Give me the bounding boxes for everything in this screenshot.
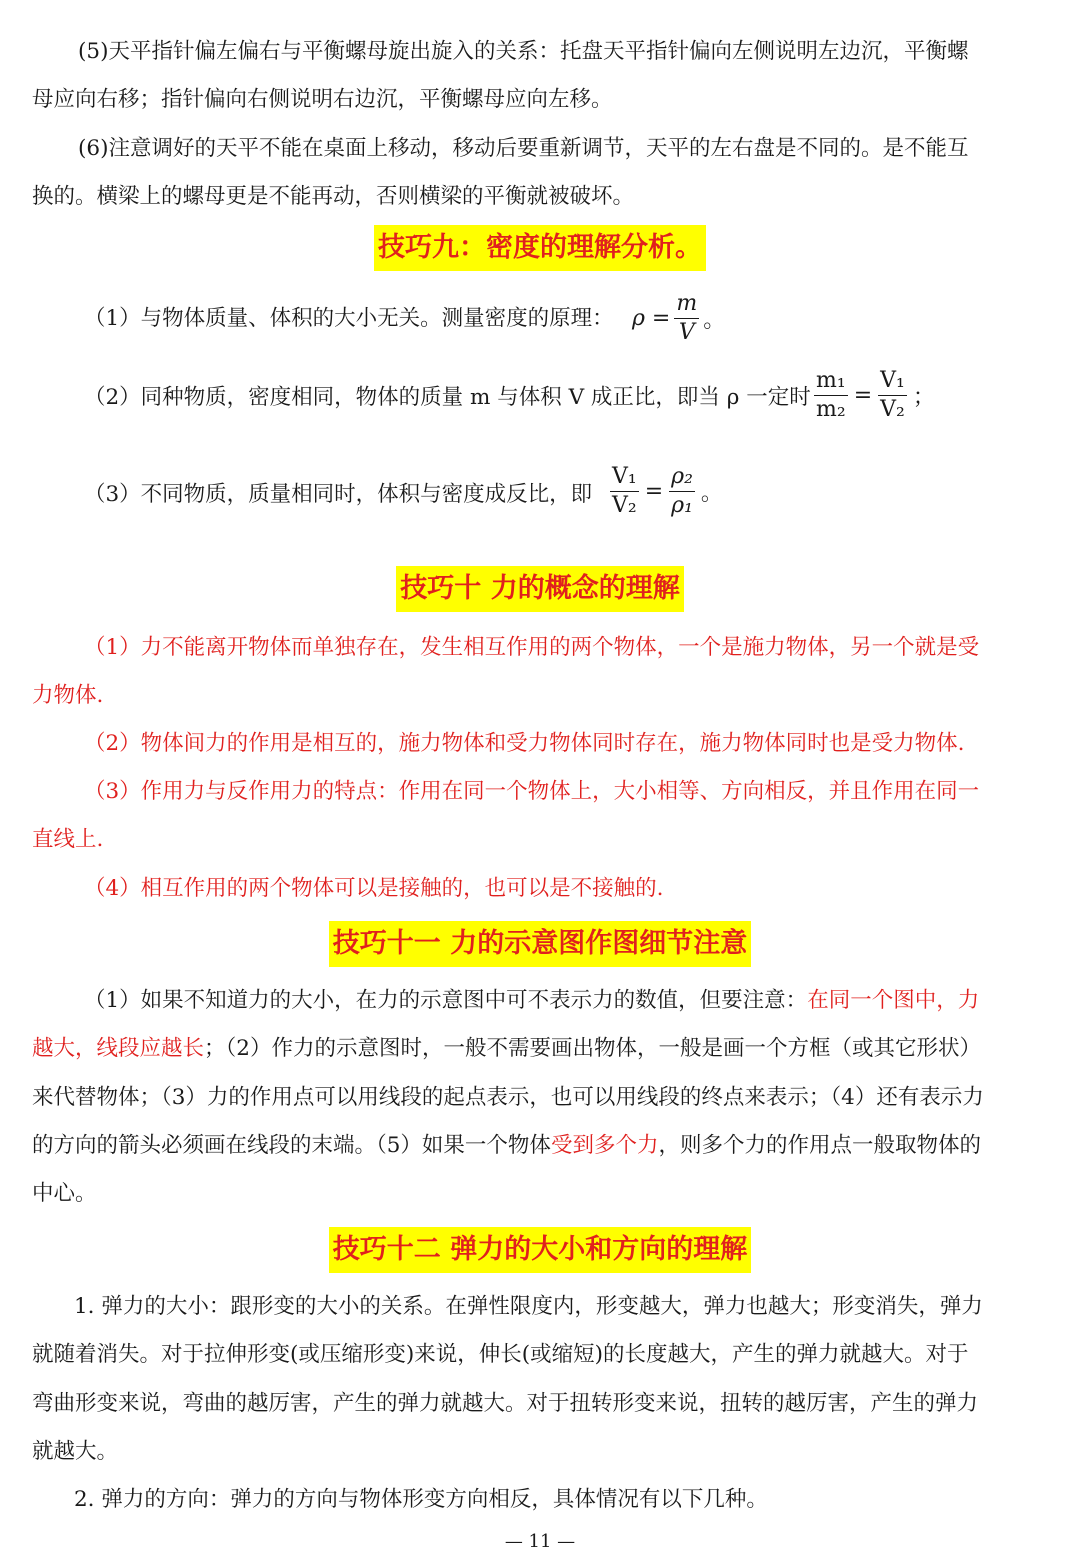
paragraph-6-line1: (6)注意调好的天平不能在桌面上移动，移动后要重新调节，天平的左右盘是不同的。是不能互 <box>78 136 969 161</box>
fraction-denominator: V <box>678 320 695 345</box>
s9-item1: （1）与物体质量、体积的大小无关。测量密度的原理： <box>84 306 614 331</box>
s12-line1: 1. 弹力的大小：跟形变的大小的关系。在弹性限度内，形变越大，弹力也越大；形变消失，弹力 <box>74 1294 983 1319</box>
section-12-heading-wrap <box>0 1227 1080 1273</box>
section-10-heading: 技巧十 力的概念的理解 <box>396 566 683 612</box>
paragraph-5-line1: (5)天平指针偏左偏右与平衡螺母旋出旋入的关系：托盘天平指针偏向左侧说明左边沉，平衡螺 <box>78 39 969 64</box>
section-12-heading: 技巧十二 弹力的大小和方向的理解 <box>329 1227 751 1273</box>
s11-text: ，则多个力的作用点一般取物体的 <box>658 1133 981 1158</box>
s10-line2: 力物体. <box>32 683 104 708</box>
fraction-numerator: m₁ <box>816 368 846 393</box>
s11-text: 的方向的箭头必须画在线段的末端。（5）如果一个物体 <box>32 1133 551 1158</box>
s11-line4 <box>32 1131 981 1161</box>
s11-emphasis: 越大，线段应越长 <box>32 1036 205 1061</box>
rho-equals: ρ = <box>632 306 671 331</box>
s11-text: ；（2）作力的示意图时，一般不需要画出物体，一般是画一个方框（或其它形状） <box>204 1036 981 1061</box>
fraction-m-over-v <box>674 290 699 347</box>
section-9-heading-wrap <box>0 225 1080 271</box>
section-11-heading: 技巧十一 力的示意图作图细节注意 <box>329 921 751 967</box>
s12-line5: 2. 弹力的方向：弹力的方向与物体形变方向相反，具体情况有以下几种。 <box>74 1487 768 1512</box>
s9-item2: （2）同种物质，密度相同，物体的质量 m 与体积 V 成正比，即当 ρ 一定时 <box>84 385 811 410</box>
s10-line3: （2）物体间力的作用是相互的，施力物体和受力物体同时存在，施力物体同时也是受力物体. <box>84 731 965 756</box>
section-11-heading-wrap <box>0 921 1080 967</box>
formula-end: 。 <box>700 481 723 506</box>
volume-density-ratio-formula <box>610 463 723 520</box>
fraction-rho2-over-rho1 <box>669 463 695 520</box>
s12-line3: 弯曲形变来说，弯曲的越厉害，产生的弹力就越大。对于扭转形变来说，扭转的越厉害，产生的弹力 <box>32 1391 979 1416</box>
s11-emphasis: 在同一个图中，力 <box>807 988 980 1013</box>
fraction-m1-over-m2 <box>814 367 848 424</box>
fraction-denominator: ρ₁ <box>671 493 693 518</box>
s10-line4: （3）作用力与反作用力的特点：作用在同一个物体上，大小相等、方向相反，并且作用在同一 <box>84 779 980 804</box>
s10-line5: 直线上. <box>32 827 104 852</box>
s12-line4: 就越大。 <box>32 1439 119 1464</box>
paragraph-5-line2: 母应向右移；指针偏向右侧说明右边沉，平衡螺母应向左移。 <box>32 87 613 112</box>
s12-line2: 就随着消失。对于拉伸形变(或压缩形变)来说，伸长(或缩短)的长度越大，产生的弹力就越大。对于 <box>32 1342 969 1367</box>
section-9-heading: 技巧九：密度的理解分析。 <box>374 225 706 271</box>
fraction-v1-over-v2 <box>878 367 907 424</box>
s11-line1 <box>84 986 979 1016</box>
fraction-numerator: m <box>676 291 698 316</box>
section-10-heading-wrap <box>0 566 1080 612</box>
s11-line2 <box>32 1034 981 1064</box>
s11-line5: 中心。 <box>32 1181 97 1206</box>
page-number: — 11 — <box>504 1531 576 1552</box>
density-formula <box>632 290 725 347</box>
s11-line3: 来代替物体；（3）力的作用点可以用线段的起点表示，也可以用线段的终点来表示；（4）还有表示力 <box>32 1085 984 1110</box>
formula-end: ； <box>912 385 935 410</box>
fraction-v1-over-v2 <box>610 463 639 520</box>
equals-sign: = <box>853 383 873 408</box>
fraction-numerator: V₁ <box>612 464 637 489</box>
fraction-denominator: m₂ <box>816 397 846 422</box>
paragraph-6-line2: 换的。横梁上的螺母更是不能再动，否则横梁的平衡就被破坏。 <box>32 184 635 209</box>
equals-sign: = <box>644 479 664 504</box>
fraction-denominator: V₂ <box>880 397 905 422</box>
mass-volume-ratio-formula <box>814 367 935 424</box>
s11-text: （1）如果不知道力的大小，在力的示意图中可不表示力的数值，但要注意： <box>84 988 808 1013</box>
fraction-denominator: V₂ <box>612 493 637 518</box>
formula-end: 。 <box>703 308 726 333</box>
s10-line1: （1）力不能离开物体而单独存在，发生相互作用的两个物体，一个是施力物体，另一个就是受 <box>84 635 980 660</box>
s9-item3: （3）不同物质，质量相同时，体积与密度成反比，即 <box>84 482 593 507</box>
s11-emphasis: 受到多个力 <box>550 1133 659 1158</box>
fraction-numerator: ρ₂ <box>671 464 693 489</box>
fraction-numerator: V₁ <box>880 368 905 393</box>
s10-line6: （4）相互作用的两个物体可以是接触的，也可以是不接触的. <box>84 876 664 901</box>
